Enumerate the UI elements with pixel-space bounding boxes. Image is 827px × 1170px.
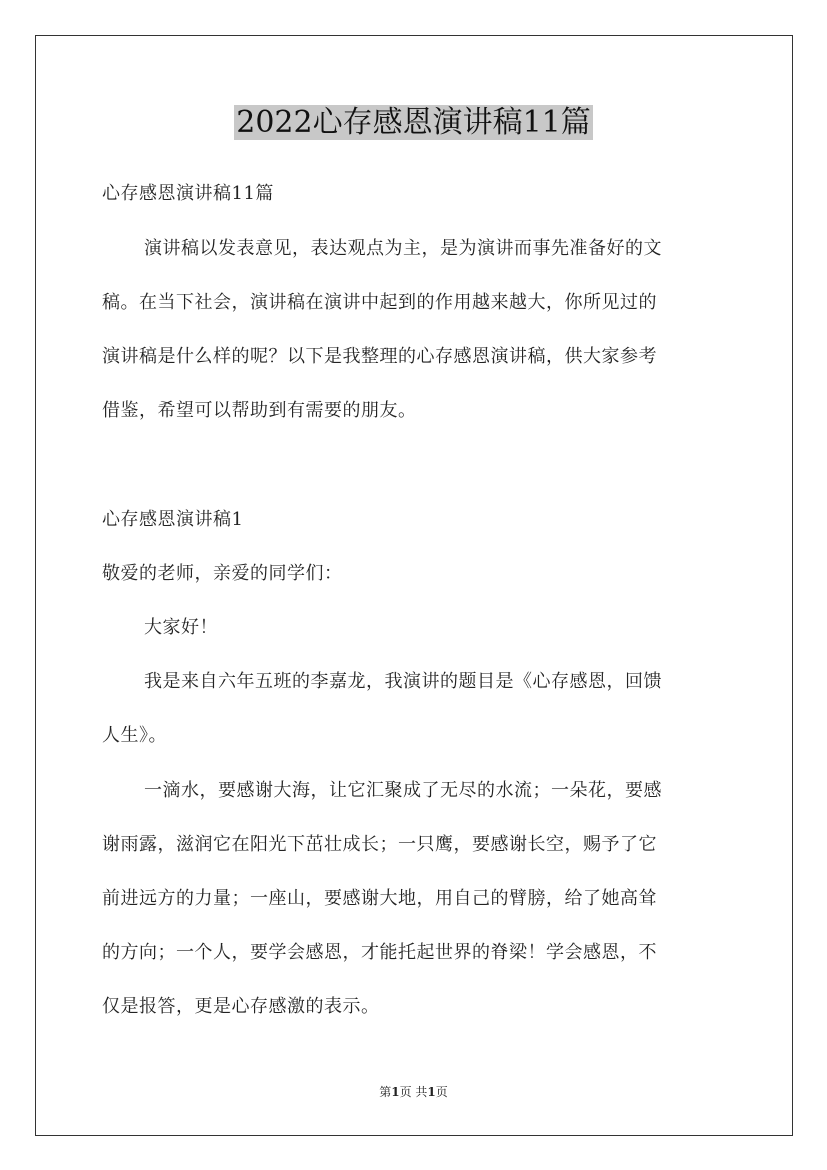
footer-suffix: 页 xyxy=(435,1085,448,1099)
para1-line-1: 我是来自六年五班的李嘉龙，我演讲的题目是《心存感恩，回馈 xyxy=(144,671,662,692)
para2-line-2: 谢雨露，滋润它在阳光下茁壮成长；一只鹰，要感谢长空，赐予了它 xyxy=(102,834,657,855)
footer-page-total: 1 xyxy=(427,1085,436,1099)
document-title xyxy=(0,103,827,143)
para2-line-4: 的方向；一个人，要学会感恩，才能托起世界的脊梁！学会感恩，不 xyxy=(102,942,657,963)
intro-line-2: 稿。在当下社会，演讲稿在演讲中起到的作用越来越大，你所见过的 xyxy=(102,292,657,313)
intro-line-4: 借鉴，希望可以帮助到有需要的朋友。 xyxy=(102,400,417,421)
footer-prefix: 第 xyxy=(379,1085,392,1099)
para2-line-1: 一滴水，要感谢大海，让它汇聚成了无尽的水流；一朵花，要感 xyxy=(144,780,662,801)
title-text: 2022心存感恩演讲稿11篇 xyxy=(236,105,591,140)
footer-mid: 页 共 xyxy=(399,1085,428,1099)
para2-line-3: 前进远方的力量；一座山，要感谢大地，用自己的臂膀，给了她高耸 xyxy=(102,888,657,909)
para2-line-5: 仅是报答，更是心存感激的表示。 xyxy=(102,996,380,1017)
section-heading: 心存感恩演讲稿1 xyxy=(102,509,244,530)
intro-line-1: 演讲稿以发表意见，表达观点为主，是为演讲而事先准备好的文 xyxy=(144,238,662,259)
subtitle: 心存感恩演讲稿11篇 xyxy=(102,183,274,204)
intro-line-3: 演讲稿是什么样的呢？以下是我整理的心存感恩演讲稿，供大家参考 xyxy=(102,346,657,367)
footer-page-num: 1 xyxy=(391,1085,400,1099)
salutation: 敬爱的老师，亲爱的同学们： xyxy=(102,563,343,584)
page-footer xyxy=(0,1084,827,1100)
para1-line-2: 人生》。 xyxy=(102,725,167,746)
greeting: 大家好！ xyxy=(144,617,218,638)
